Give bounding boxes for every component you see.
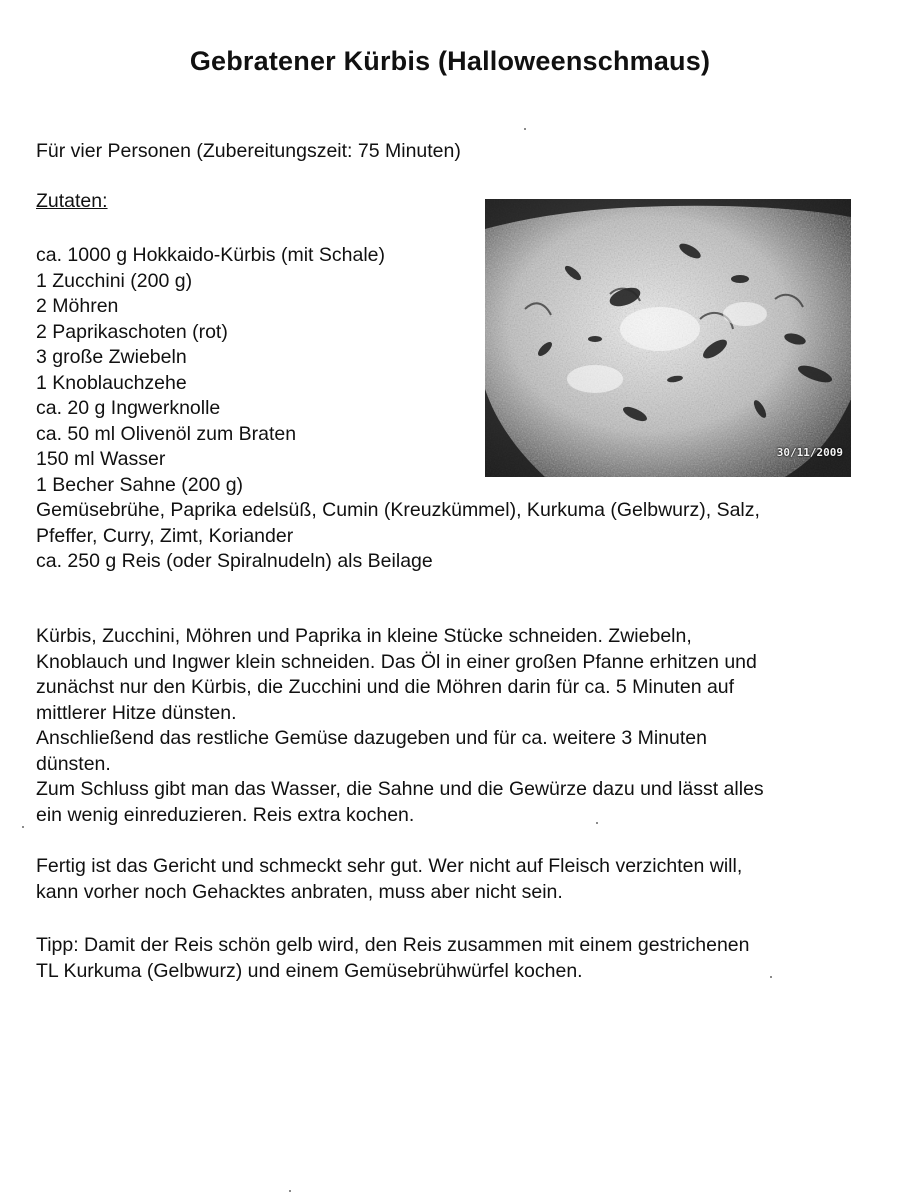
tip-line: Tipp: Damit der Reis schön gelb wird, den Reis zusammen mit einem gestrichenen [36,934,750,956]
ingredient-item: ca. 50 ml Olivenöl zum Braten [36,422,297,445]
instruction-line: Anschließend das restliche Gemüse dazugeben und für ca. weitere 3 Minuten [36,727,707,749]
scan-speck [22,826,24,828]
ingredient-item: 2 Paprikaschoten (rot) [36,320,228,343]
scan-speck [596,822,598,824]
ingredient-item: ca. 250 g Reis (oder Spiralnudeln) als Beilage [36,550,433,572]
ingredient-item: 2 Möhren [36,295,119,317]
instruction-line: zunächst nur den Kürbis, die Zucchini und die Möhren darin für ca. 5 Minuten auf [36,676,735,698]
note-line: Fertig ist das Gericht und schmeckt sehr gut. Wer nicht auf Fleisch verzichten will, [36,855,743,877]
tip-line: TL Kurkuma (Gelbwurz) und einem Gemüsebrühwürfel kochen. [36,959,583,982]
ingredient-item: 3 große Zwiebeln [36,346,187,368]
instruction-line: Zum Schluss gibt man das Wasser, die Sahne und die Gewürze dazu und lässt alles [36,778,764,800]
dish-photo [485,199,851,477]
ingredient-item: ca. 20 g Ingwerknolle [36,397,221,419]
note-line: kann vorher noch Gehacktes anbraten, muss aber nicht sein. [36,880,563,903]
scan-speck [289,1190,291,1192]
ingredient-item: Gemüsebrühe, Paprika edelsüß, Cumin (Kreuzkümmel), Kurkuma (Gelbwurz), Salz, [36,499,760,521]
instruction-line: Kürbis, Zucchini, Möhren und Paprika in kleine Stücke schneiden. Zwiebeln, [36,625,692,647]
scan-speck [524,128,526,130]
instruction-line: dünsten. [36,752,111,775]
instruction-line: ein wenig einreduzieren. Reis extra kochen. [36,803,415,826]
ingredient-item: 1 Knoblauchzehe [36,371,187,394]
scan-speck [770,976,772,978]
photo-date-stamp: 30/11/2009 [776,446,843,459]
recipe-title: Gebratener Kürbis (Halloweenschmaus) [189,46,711,76]
servings-line: Für vier Personen (Zubereitungszeit: 75 Minuten) [36,140,461,162]
instruction-line: Knoblauch und Ingwer klein schneiden. Das Öl in einer großen Pfanne erhitzen und [36,650,757,673]
ingredient-item: Pfeffer, Curry, Zimt, Koriander [36,524,294,547]
instruction-line: mittlerer Hitze dünsten. [36,701,237,724]
ingredients-heading: Zutaten: [36,190,108,212]
ingredient-item: 150 ml Wasser [36,448,166,470]
ingredient-item: 1 Becher Sahne (200 g) [36,473,244,496]
ingredient-item: 1 Zucchini (200 g) [36,269,193,292]
ingredient-item: ca. 1000 g Hokkaido-Kürbis (mit Schale) [36,244,385,266]
